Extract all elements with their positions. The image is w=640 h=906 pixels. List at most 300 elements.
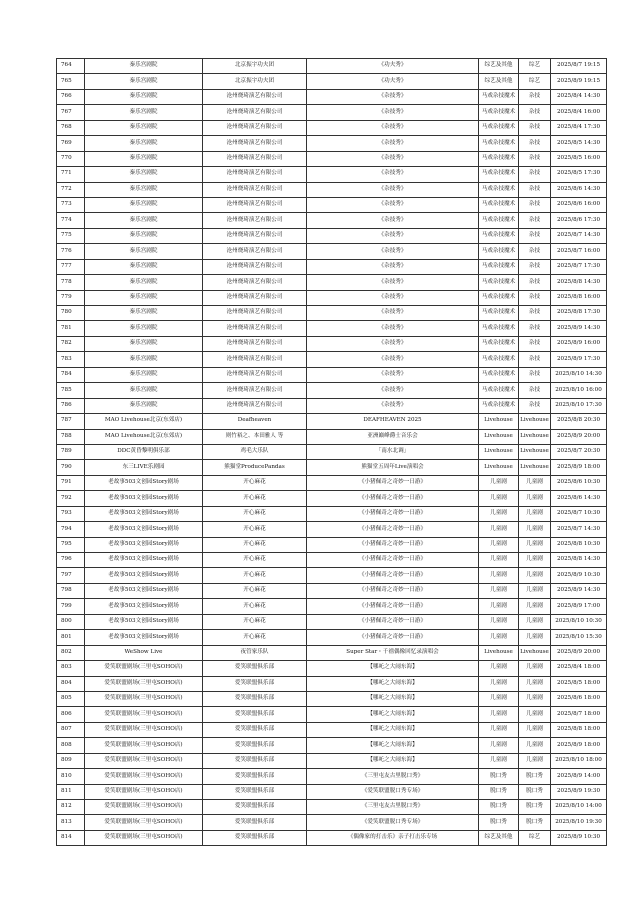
row-number-cell: 782	[57, 336, 85, 351]
venue-cell: 老故事503文创园Story剧场	[85, 522, 203, 537]
subcategory-cell: 杂技	[519, 275, 551, 290]
showtime-cell: 2025/8/8 16:00	[551, 290, 607, 305]
subcategory-cell: Livehouse	[519, 444, 551, 459]
program-title-cell: 《杂技秀》	[307, 105, 479, 120]
organizer-cell: 沧州烧琦演艺有限公司	[203, 367, 307, 382]
organizer-cell: 北京振宇功夫团	[203, 59, 307, 74]
showtime-cell: 2025/8/9 18:00	[551, 460, 607, 475]
organizer-cell: 开心麻花	[203, 599, 307, 614]
organizer-cell: 沧州烧琦演艺有限公司	[203, 167, 307, 182]
subcategory-cell: Livehouse	[519, 429, 551, 444]
program-title-cell: 《杂技秀》	[307, 383, 479, 398]
table-row	[57, 167, 607, 182]
subcategory-cell: 儿童剧	[519, 553, 551, 568]
row-number-cell: 770	[57, 151, 85, 166]
table-row	[57, 769, 607, 784]
program-title-cell: 《杂技秀》	[307, 167, 479, 182]
table-row	[57, 722, 607, 737]
organizer-cell: 沧州烧琦演艺有限公司	[203, 383, 307, 398]
table-row	[57, 753, 607, 768]
organizer-cell: 开心麻花	[203, 568, 307, 583]
row-number-cell: 790	[57, 460, 85, 475]
organizer-cell: 爱笑联盟俱乐部	[203, 784, 307, 799]
category-cell: 儿童剧	[479, 506, 519, 521]
subcategory-cell: 杂技	[519, 259, 551, 274]
program-title-cell: 《小猪佩奇之奇妙一日游》	[307, 522, 479, 537]
table-row	[57, 414, 607, 429]
table-row	[57, 568, 607, 583]
category-cell: 儿童剧	[479, 630, 519, 645]
program-title-cell: 《杂技秀》	[307, 398, 479, 413]
organizer-cell: 则竹裕之、本田雅人 等	[203, 429, 307, 444]
row-number-cell: 801	[57, 630, 85, 645]
category-cell: 脱口秀	[479, 784, 519, 799]
category-cell: 马戏杂技魔术	[479, 367, 519, 382]
table-row	[57, 259, 607, 274]
venue-cell: 老故事503文创园Story剧场	[85, 630, 203, 645]
showtime-cell: 2025/8/9 19:15	[551, 74, 607, 89]
organizer-cell: 沧州烧琦演艺有限公司	[203, 182, 307, 197]
organizer-cell: 爱笑联盟俱乐部	[203, 769, 307, 784]
category-cell: 马戏杂技魔术	[479, 151, 519, 166]
category-cell: Livehouse	[479, 444, 519, 459]
showtime-cell: 2025/8/6 14:30	[551, 182, 607, 197]
row-number-cell: 796	[57, 553, 85, 568]
table-row	[57, 398, 607, 413]
program-title-cell: 《三里屯友古里脱口秀》	[307, 800, 479, 815]
program-title-cell: 《功夫秀》	[307, 74, 479, 89]
program-title-cell: 《小猪佩奇之奇妙一日游》	[307, 553, 479, 568]
row-number-cell: 798	[57, 583, 85, 598]
subcategory-cell: 杂技	[519, 213, 551, 228]
showtime-cell: 2025/8/7 14:30	[551, 522, 607, 537]
table-body	[57, 59, 607, 846]
showtime-cell: 2025/8/7 18:00	[551, 707, 607, 722]
table-row	[57, 429, 607, 444]
organizer-cell: 熊猫堂ProducePandas	[203, 460, 307, 475]
showtime-cell: 2025/8/9 16:00	[551, 336, 607, 351]
table-row	[57, 89, 607, 104]
subcategory-cell: 杂技	[519, 244, 551, 259]
subcategory-cell: 杂技	[519, 167, 551, 182]
subcategory-cell: 杂技	[519, 290, 551, 305]
row-number-cell: 794	[57, 522, 85, 537]
organizer-cell: 沧州烧琦演艺有限公司	[203, 197, 307, 212]
organizer-cell: 爱笑联盟俱乐部	[203, 738, 307, 753]
row-number-cell: 811	[57, 784, 85, 799]
showtime-cell: 2025/8/8 18:00	[551, 722, 607, 737]
category-cell: 马戏杂技魔术	[479, 383, 519, 398]
category-cell: 儿童剧	[479, 491, 519, 506]
showtime-cell: 2025/8/10 18:00	[551, 753, 607, 768]
subcategory-cell: 脱口秀	[519, 800, 551, 815]
organizer-cell: 爱笑联盟俱乐部	[203, 676, 307, 691]
organizer-cell: 爱笑联盟俱乐部	[203, 800, 307, 815]
performance-schedule-table	[56, 58, 607, 846]
showtime-cell: 2025/8/4 14:30	[551, 89, 607, 104]
showtime-cell: 2025/8/7 19:15	[551, 59, 607, 74]
table-row	[57, 553, 607, 568]
showtime-cell: 2025/8/5 16:00	[551, 151, 607, 166]
venue-cell: 爱笑联盟剧场(三里屯SOHO店)	[85, 676, 203, 691]
category-cell: 儿童剧	[479, 553, 519, 568]
table-row	[57, 59, 607, 74]
row-number-cell: 805	[57, 691, 85, 706]
category-cell: 马戏杂技魔术	[479, 306, 519, 321]
subcategory-cell: 杂技	[519, 352, 551, 367]
row-number-cell: 810	[57, 769, 85, 784]
category-cell: 马戏杂技魔术	[479, 352, 519, 367]
subcategory-cell: 儿童剧	[519, 568, 551, 583]
table-row	[57, 120, 607, 135]
venue-cell: 老故事503文创园Story剧场	[85, 583, 203, 598]
program-title-cell: 《小猪佩奇之奇妙一日游》	[307, 599, 479, 614]
row-number-cell: 795	[57, 537, 85, 552]
row-number-cell: 785	[57, 383, 85, 398]
subcategory-cell: 儿童剧	[519, 599, 551, 614]
showtime-cell: 2025/8/6 18:00	[551, 691, 607, 706]
venue-cell: 东三LIVE乐剧园	[85, 460, 203, 475]
venue-cell: DDC黄昏黎明俱乐部	[85, 444, 203, 459]
table-row	[57, 691, 607, 706]
venue-cell: 秦乐宫剧院	[85, 182, 203, 197]
organizer-cell: 开心麻花	[203, 583, 307, 598]
subcategory-cell: 杂技	[519, 197, 551, 212]
subcategory-cell: 杂技	[519, 151, 551, 166]
organizer-cell: 开心麻花	[203, 475, 307, 490]
category-cell: Livehouse	[479, 645, 519, 660]
showtime-cell: 2025/8/8 20:30	[551, 414, 607, 429]
showtime-cell: 2025/8/10 17:30	[551, 398, 607, 413]
category-cell: 儿童剧	[479, 753, 519, 768]
row-number-cell: 784	[57, 367, 85, 382]
organizer-cell: 沧州烧琦演艺有限公司	[203, 321, 307, 336]
venue-cell: 秦乐宫剧院	[85, 151, 203, 166]
subcategory-cell: 杂技	[519, 321, 551, 336]
organizer-cell: 爱笑联盟俱乐部	[203, 753, 307, 768]
subcategory-cell: 杂技	[519, 136, 551, 151]
subcategory-cell: 儿童剧	[519, 522, 551, 537]
organizer-cell: 沧州烧琦演艺有限公司	[203, 398, 307, 413]
row-number-cell: 767	[57, 105, 85, 120]
venue-cell: 秦乐宫剧院	[85, 306, 203, 321]
table-row	[57, 244, 607, 259]
organizer-cell: 沧州烧琦演艺有限公司	[203, 105, 307, 120]
showtime-cell: 2025/8/5 18:00	[551, 676, 607, 691]
venue-cell: WeShow Live	[85, 645, 203, 660]
venue-cell: 秦乐宫剧院	[85, 74, 203, 89]
venue-cell: 秦乐宫剧院	[85, 136, 203, 151]
subcategory-cell: 儿童剧	[519, 753, 551, 768]
category-cell: 儿童剧	[479, 522, 519, 537]
showtime-cell: 2025/8/7 10:30	[551, 506, 607, 521]
row-number-cell: 803	[57, 661, 85, 676]
organizer-cell: 开心麻花	[203, 522, 307, 537]
category-cell: 脱口秀	[479, 769, 519, 784]
showtime-cell: 2025/8/5 17:30	[551, 167, 607, 182]
subcategory-cell: 儿童剧	[519, 691, 551, 706]
program-title-cell: 《杂技秀》	[307, 151, 479, 166]
subcategory-cell: 杂技	[519, 336, 551, 351]
venue-cell: 爱笑联盟剧场(三里屯SOHO店)	[85, 691, 203, 706]
row-number-cell: 802	[57, 645, 85, 660]
table-row	[57, 151, 607, 166]
program-title-cell: 《小猪佩奇之奇妙一日游》	[307, 614, 479, 629]
program-title-cell: 《杂技秀》	[307, 352, 479, 367]
program-title-cell: 《杂技秀》	[307, 336, 479, 351]
venue-cell: 秦乐宫剧院	[85, 367, 203, 382]
venue-cell: 爱笑联盟剧场(三里屯SOHO店)	[85, 830, 203, 845]
row-number-cell: 800	[57, 614, 85, 629]
subcategory-cell: 综艺	[519, 59, 551, 74]
showtime-cell: 2025/8/6 10:30	[551, 475, 607, 490]
row-number-cell: 799	[57, 599, 85, 614]
venue-cell: 爱笑联盟剧场(三里屯SOHO店)	[85, 784, 203, 799]
showtime-cell: 2025/8/5 14:30	[551, 136, 607, 151]
subcategory-cell: 脱口秀	[519, 784, 551, 799]
subcategory-cell: 儿童剧	[519, 661, 551, 676]
venue-cell: 老故事503文创园Story剧场	[85, 506, 203, 521]
organizer-cell: 沧州烧琦演艺有限公司	[203, 290, 307, 305]
table-row	[57, 475, 607, 490]
program-title-cell: 《小猪佩奇之奇妙一日游》	[307, 491, 479, 506]
organizer-cell: 开心麻花	[203, 553, 307, 568]
row-number-cell: 772	[57, 182, 85, 197]
row-number-cell: 765	[57, 74, 85, 89]
category-cell: 马戏杂技魔术	[479, 120, 519, 135]
program-title-cell: 《爱笑联盟脱口秀专场》	[307, 815, 479, 830]
table-row	[57, 290, 607, 305]
venue-cell: 秦乐宫剧院	[85, 321, 203, 336]
venue-cell: 秦乐宫剧院	[85, 228, 203, 243]
table-row	[57, 444, 607, 459]
subcategory-cell: 儿童剧	[519, 583, 551, 598]
organizer-cell: 沧州烧琦演艺有限公司	[203, 259, 307, 274]
program-title-cell: 《偶像家的打击乐》亲子打击乐专场	[307, 830, 479, 845]
program-title-cell: 亚洲巅峰爵士音乐会	[307, 429, 479, 444]
venue-cell: 秦乐宫剧院	[85, 244, 203, 259]
organizer-cell: 沧州烧琦演艺有限公司	[203, 228, 307, 243]
showtime-cell: 2025/8/7 17:30	[551, 259, 607, 274]
category-cell: Livehouse	[479, 460, 519, 475]
subcategory-cell: 儿童剧	[519, 722, 551, 737]
category-cell: 马戏杂技魔术	[479, 244, 519, 259]
category-cell: 马戏杂技魔术	[479, 136, 519, 151]
row-number-cell: 807	[57, 722, 85, 737]
subcategory-cell: 杂技	[519, 383, 551, 398]
showtime-cell: 2025/8/10 16:00	[551, 383, 607, 398]
organizer-cell: 开心麻花	[203, 537, 307, 552]
row-number-cell: 771	[57, 167, 85, 182]
program-title-cell: 《爱笑联盟脱口秀专场》	[307, 784, 479, 799]
venue-cell: 秦乐宫剧院	[85, 352, 203, 367]
table-row	[57, 537, 607, 552]
showtime-cell: 2025/8/8 14:30	[551, 275, 607, 290]
organizer-cell: 沧州烧琦演艺有限公司	[203, 89, 307, 104]
table-row	[57, 352, 607, 367]
category-cell: 儿童剧	[479, 537, 519, 552]
table-row	[57, 383, 607, 398]
organizer-cell: 沧州烧琦演艺有限公司	[203, 275, 307, 290]
table-row	[57, 661, 607, 676]
venue-cell: 秦乐宫剧院	[85, 197, 203, 212]
organizer-cell: 爱笑联盟俱乐部	[203, 691, 307, 706]
category-cell: 马戏杂技魔术	[479, 290, 519, 305]
subcategory-cell: 杂技	[519, 89, 551, 104]
showtime-cell: 2025/8/7 20:30	[551, 444, 607, 459]
showtime-cell: 2025/8/10 14:00	[551, 800, 607, 815]
venue-cell: 秦乐宫剧院	[85, 120, 203, 135]
subcategory-cell: 杂技	[519, 120, 551, 135]
category-cell: 马戏杂技魔术	[479, 275, 519, 290]
organizer-cell: 沧州烧琦演艺有限公司	[203, 306, 307, 321]
table-row	[57, 275, 607, 290]
category-cell: 马戏杂技魔术	[479, 89, 519, 104]
organizer-cell: 沧州烧琦演艺有限公司	[203, 136, 307, 151]
showtime-cell: 2025/8/10 10:30	[551, 614, 607, 629]
showtime-cell: 2025/8/9 20:00	[551, 645, 607, 660]
category-cell: 儿童剧	[479, 614, 519, 629]
organizer-cell: 沧州烧琦演艺有限公司	[203, 352, 307, 367]
showtime-cell: 2025/8/9 14:30	[551, 321, 607, 336]
venue-cell: 秦乐宫剧院	[85, 213, 203, 228]
organizer-cell: 鸡毛大乐队	[203, 444, 307, 459]
program-title-cell: 《杂技秀》	[307, 182, 479, 197]
document-page	[56, 58, 602, 846]
venue-cell: 爱笑联盟剧场(三里屯SOHO店)	[85, 815, 203, 830]
table-row	[57, 645, 607, 660]
program-title-cell: 「南水北调」	[307, 444, 479, 459]
program-title-cell: 《杂技秀》	[307, 290, 479, 305]
program-title-cell: 《小猪佩奇之奇妙一日游》	[307, 475, 479, 490]
program-title-cell: 《小猪佩奇之奇妙一日游》	[307, 630, 479, 645]
category-cell: 儿童剧	[479, 599, 519, 614]
row-number-cell: 812	[57, 800, 85, 815]
category-cell: 儿童剧	[479, 676, 519, 691]
table-row	[57, 105, 607, 120]
row-number-cell: 777	[57, 259, 85, 274]
organizer-cell: 夜管家乐队	[203, 645, 307, 660]
program-title-cell: 《杂技秀》	[307, 367, 479, 382]
showtime-cell: 2025/8/4 17:30	[551, 120, 607, 135]
subcategory-cell: 杂技	[519, 105, 551, 120]
showtime-cell: 2025/8/9 10:30	[551, 830, 607, 845]
row-number-cell: 809	[57, 753, 85, 768]
program-title-cell: 熊猫堂五周年Live演唱会	[307, 460, 479, 475]
table-row	[57, 707, 607, 722]
table-row	[57, 506, 607, 521]
category-cell: 儿童剧	[479, 661, 519, 676]
program-title-cell: 《杂技秀》	[307, 213, 479, 228]
table-row	[57, 491, 607, 506]
category-cell: 马戏杂技魔术	[479, 213, 519, 228]
program-title-cell: 【哪吒之大闹东海】	[307, 691, 479, 706]
table-row	[57, 182, 607, 197]
subcategory-cell: Livehouse	[519, 414, 551, 429]
category-cell: 马戏杂技魔术	[479, 182, 519, 197]
table-row	[57, 800, 607, 815]
program-title-cell: 《杂技秀》	[307, 120, 479, 135]
table-row	[57, 630, 607, 645]
category-cell: 马戏杂技魔术	[479, 167, 519, 182]
table-row	[57, 522, 607, 537]
venue-cell: 老故事503文创园Story剧场	[85, 599, 203, 614]
category-cell: 儿童剧	[479, 691, 519, 706]
showtime-cell: 2025/8/9 10:30	[551, 568, 607, 583]
row-number-cell: 783	[57, 352, 85, 367]
organizer-cell: 开心麻花	[203, 614, 307, 629]
row-number-cell: 769	[57, 136, 85, 151]
row-number-cell: 774	[57, 213, 85, 228]
row-number-cell: 793	[57, 506, 85, 521]
table-row	[57, 830, 607, 845]
program-title-cell: 《杂技秀》	[307, 259, 479, 274]
table-row	[57, 599, 607, 614]
venue-cell: 爱笑联盟剧场(三里屯SOHO店)	[85, 707, 203, 722]
organizer-cell: 开心麻花	[203, 491, 307, 506]
category-cell: 儿童剧	[479, 738, 519, 753]
category-cell: 儿童剧	[479, 568, 519, 583]
subcategory-cell: 儿童剧	[519, 676, 551, 691]
program-title-cell: 【哪吒之大闹东海】	[307, 676, 479, 691]
row-number-cell: 786	[57, 398, 85, 413]
category-cell: 马戏杂技魔术	[479, 398, 519, 413]
venue-cell: 爱笑联盟剧场(三里屯SOHO店)	[85, 800, 203, 815]
program-title-cell: 【哪吒之大闹东海】	[307, 738, 479, 753]
program-title-cell: 《杂技秀》	[307, 197, 479, 212]
category-cell: 脱口秀	[479, 815, 519, 830]
subcategory-cell: 儿童剧	[519, 537, 551, 552]
subcategory-cell: 儿童剧	[519, 475, 551, 490]
organizer-cell: 爱笑联盟俱乐部	[203, 830, 307, 845]
row-number-cell: 806	[57, 707, 85, 722]
category-cell: 综艺及其他	[479, 830, 519, 845]
subcategory-cell: 杂技	[519, 306, 551, 321]
table-row	[57, 676, 607, 691]
table-row	[57, 306, 607, 321]
showtime-cell: 2025/8/9 14:30	[551, 583, 607, 598]
subcategory-cell: Livehouse	[519, 645, 551, 660]
organizer-cell: 北京振宇功夫团	[203, 74, 307, 89]
venue-cell: 老故事503文创园Story剧场	[85, 568, 203, 583]
subcategory-cell: 杂技	[519, 182, 551, 197]
subcategory-cell: 杂技	[519, 367, 551, 382]
category-cell: 马戏杂技魔术	[479, 197, 519, 212]
organizer-cell: 开心麻花	[203, 506, 307, 521]
showtime-cell: 2025/8/9 18:00	[551, 738, 607, 753]
showtime-cell: 2025/8/9 14:00	[551, 769, 607, 784]
program-title-cell: 《杂技秀》	[307, 244, 479, 259]
venue-cell: 爱笑联盟剧场(三里屯SOHO店)	[85, 769, 203, 784]
showtime-cell: 2025/8/9 17:30	[551, 352, 607, 367]
subcategory-cell: 儿童剧	[519, 614, 551, 629]
venue-cell: 秦乐宫剧院	[85, 336, 203, 351]
category-cell: 儿童剧	[479, 583, 519, 598]
venue-cell: 爱笑联盟剧场(三里屯SOHO店)	[85, 753, 203, 768]
category-cell: 儿童剧	[479, 475, 519, 490]
row-number-cell: 804	[57, 676, 85, 691]
row-number-cell: 778	[57, 275, 85, 290]
showtime-cell: 2025/8/4 18:00	[551, 661, 607, 676]
program-title-cell: 《功夫秀》	[307, 59, 479, 74]
venue-cell: 秦乐宫剧院	[85, 383, 203, 398]
subcategory-cell: 综艺	[519, 74, 551, 89]
program-title-cell: 【哪吒之大闹东海】	[307, 722, 479, 737]
venue-cell: 秦乐宫剧院	[85, 105, 203, 120]
row-number-cell: 776	[57, 244, 85, 259]
subcategory-cell: 脱口秀	[519, 769, 551, 784]
row-number-cell: 789	[57, 444, 85, 459]
